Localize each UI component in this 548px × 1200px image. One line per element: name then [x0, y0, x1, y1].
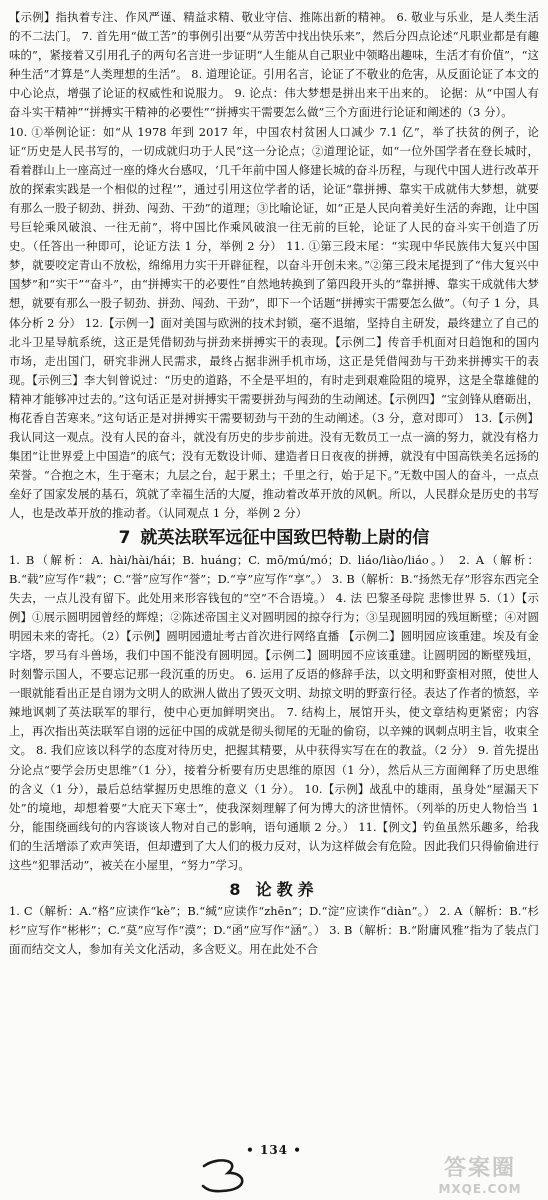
watermark-sub: MXQE.COM [438, 1182, 522, 1196]
answer-paragraph: 1. B（解析：A. hài/hài/hái；B. huáng；C. mō/mú/mó；D. liáo/liào/liáo。） 2. A（解析：B.“载”应写作“栽”；C.“誉”应写作“誉”；D.“亨”应写作“享”。） 3. B（解析：B.“扬然无存”形容东西完全失去，一点儿没有留下。此处用来形容钱包的“空”不合语境。） 4. 法 巴黎圣母院 悲惨世界 5.（1）【示例】①展示圆明园曾经的辉煌；②陈述帝国主义对圆明园的掠夺行为；③呈现圆明园的残垣断壁；④对圆明园未来的寄托。（2）【示例】圆明园遗址考古首次进行网络直播 【示例二】圆明园应该重建。埃及有金字塔，罗马有斗兽场，我们中国不能没有圆明园。【示例二】圆明园不应该重建。让圆明园的断壁残垣，时刻警示国人，不要忘记那一段沉重的历史。 6. 运用了反语的修辞手法，以文明和野蛮相对照，使世人一眼就能看出正是自诩为文明人的欧洲人做出了毁灭文明、劫掠文明的野蛮行径。表达了作者的愤怒，辛辣地讽刺了英法联军的罪行，使中心更加鲜明突出。 7. 结构上，展馆开头，使文章结构更紧密；内容上，再次指出英法联军自诩的远征中国的成就是彻头彻尾的无耻的偷窃，以辛辣的讽刺点明主旨，收束全文。 8. 我们应该以科学的态度对待历史，把握其精要，从中获得实写在在的教益。（2 分） 9. 首先提出分论点“要学会历史思维”（1 分），接着分析要有历史思维的原因（1 分），然后从三方面阐释了历史思维的含义（1 分），最后总结掌握历史思维的意义（1 分）。 10.【示例】战乱中的雄雨，虽身处“屋漏天下处”的境地，却想着要“大庇天下寒士”，使我深刻理解了何为博大的济世情怀。（列举的历史人物恰当 1 分，能围绕画线句的内容谈该人物对自己的影响，语句通顺 2 分。） 11.【例文】钓鱼虽然乐趣多，给我们的生活增添了欢声笑语，但却遭到了大人们的极力反对，认为这样做会有危险。因此我们只得偷偷进行这些“犯罪活动”，被关在小屋里，“努力”学习。 [9, 552, 539, 873]
page-content [9, 8, 539, 959]
answer-paragraph: 10. ①举例论证：如“从 1978 年到 2017 年，中国农村贫困人口减少 7.1 亿”，举了扶贫的例子，论证“历史是人民书写的，一切成就归功于人民”这一分论点；②道理论证，如“一位外国学者在登长城时，看着群山上一座高过一座的烽火台感叹，‘几千年前中国人修建长城的奋斗历程，与现代中国人进行改革开放的探索实践是一个相似的过程’”，通过引用这位学者的话，论证“靠拼搏、靠实干成就伟大梦想，就要有那么一股子韧劲、拼劲、闯劲、干劲”的道理；③比喻论证，如“正是人民向着美好生活的奔跑，让中国号巨轮乘风破浪、一往无前”，将中国比作乘风破浪一往无前的巨轮，论证了人民的奋斗实干创造了历史。（任答出一种即可，论证方法 1 分，举例 2 分） 11. ①第三段末尾：“实现中华民族伟大复兴中国梦，就要咬定青山不放松，绵绵用力实干开辟征程，以奋斗开创未来。”②第三段末尾提到了“伟大复兴中国梦”和“实干”“奋斗”，由“拼搏实干的必要性”自然地转换到了第四段开头的“靠拼搏、靠实干成就伟大梦想，就要有那么一股子韧劲、拼劲、闯劲、干劲”，即下一个话题“拼搏实干需要怎么做”。（句子 1 分，具体分析 2 分） 12.【示例一】面对美国与欧洲的技术封锁，毫不退缩，坚持自主研发，最终建立了自己的北斗卫星导航系统，这正是凭借韧劲与拼劲来拼搏实干的表现。【示例二】传音手机面对日趋饱和的国内市场，走出国门，研究非洲人民需求，最终占据非洲手机市场，这正是凭借闯劲与干劲来拼搏实干的表现。【示例三】李大钊曾说过：“历史的道路，不全是平坦的，有时走到艰难险阻的境界，这是全靠雄健的精神才能够冲过去的。”这句话正是对拼搏实干需要拼劲与闯劲的生动阐述。【示例四】“宝剑锋从磨砺出，梅花香自苦寒来。”这句话正是对拼搏实干需要韧劲与干劲的生动阐述。（3 分，意对即可） 13.【示例】我认同这一观点。没有人民的奋斗，就没有历史的步步前进。没有无数员工一点一滴的努力，就没有格力集团“让世界爱上中国造”的底气；没有无数设计师、建造者日日夜夜的拼搏，就没有中国高铁美名远扬的荣誉。“合抱之木，生于毫末；九层之台，起于累土；千里之行，始于足下。”无数中国人的奋斗，一点点垒好了国家发展的基石，筑就了幸福生活的大厦，推动着改革开放的风帆。所以，人民群众是历史的书写人，也是改革开放的推动者。（认同观点 1 分，举例 2 分） [9, 124, 539, 521]
section-number: 7 [118, 527, 131, 548]
section-heading [9, 526, 539, 550]
page-number: • 134 • [246, 1143, 302, 1157]
section-heading [9, 879, 539, 901]
section-number: 8 [229, 880, 246, 900]
watermark [420, 1156, 540, 1196]
answer-paragraph: 【示例】指执着专注、作风严谨、精益求精、敬业守信、推陈出新的精神。 6. 敬业与乐业，是人类生活的不二法门。 7. 首先用“做工苦”的事例引出要“从劳苦中找出快乐来”，然后分四点论述“凡职业都是有趣味的”，紧接着又引用孔子的两句名言进一步证明“人生能从自己职业中领略出趣味，生活才有价值”，“这种生活”才算是“人类理想的生活”。 8. 道理论证。引用名言，论证了不敬业的危害，从反面论证了本文的中心论点，增强了论证的权威性和说服力。 9. 论点：伟大梦想是拼出来干出来的。 论据：从“中国人有奋斗实干精神”“拼搏实干精神的必要性”“拼搏实干需要怎么做”三个方面进行论证和阐述的（3 分）。 [9, 10, 539, 120]
answer-paragraph: 1. C（解析：A.“格”应读作“kè”；B.“缄”应读作“zhēn”；D.“淀”应读作“diàn”。） 2. A（解析：B.“杉杉”应写作“彬彬”；C.“莫”应写作“漠”；D.“函”应写作“涵”。） 3. B（解析：B.“附庸风雅”指为了装点门面而结交文人，参加有关文化活动，多含贬义。用在此处不合 [9, 904, 539, 957]
section-title: 论教养 [255, 880, 319, 900]
section-title: 就英法联军远征中国致巴特勒上尉的信 [140, 527, 430, 548]
handwritten-mark-icon [198, 1158, 258, 1196]
watermark-main: 答案圈 [443, 1156, 516, 1181]
